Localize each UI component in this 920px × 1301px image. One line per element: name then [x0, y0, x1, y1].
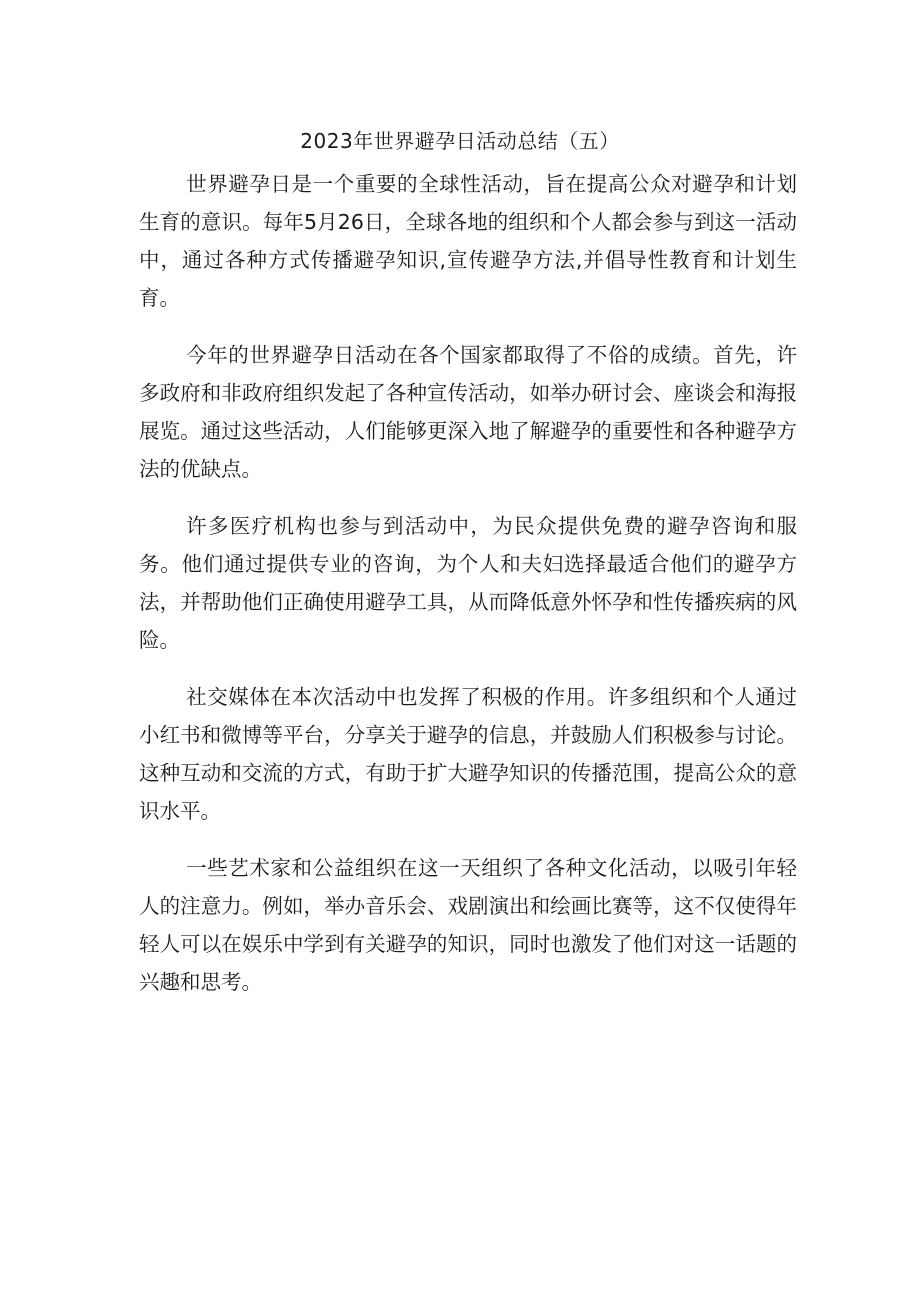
paragraph-5: 一些艺术家和公益组织在这一天组织了各种文化活动，以吸引年轻人的注意力。例如，举办音乐会、戏剧演出和绘画比赛等，这不仅使得年轻人可以在娱乐中学到有关避孕的知识，同时也激发了他们对这一话题的兴趣和思考。	[139, 856, 797, 994]
paragraph-1: 世界避孕日是一个重要的全球性活动，旨在提高公众对避孕和计划生育的意识。每年5月26日，全球各地的组织和个人都会参与到这一活动中，通过各种方式传播避孕知识,宣传避孕方法,并倡导性教育和计划生育。	[139, 172, 797, 310]
paragraph-3: 许多医疗机构也参与到活动中，为民众提供免费的避孕咨询和服务。他们通过提供专业的咨询，为个人和夫妇选择最适合他们的避孕方法，并帮助他们正确使用避孕工具，从而降低意外怀孕和性传播疾病的风险。	[139, 514, 797, 652]
document-body	[139, 165, 797, 1020]
paragraph-4: 社交媒体在本次活动中也发挥了积极的作用。许多组织和个人通过小红书和微博等平台，分享关于避孕的信息，并鼓励人们积极参与讨论。这种互动和交流的方式，有助于扩大避孕知识的传播范围，提高公众的意识水平。	[139, 685, 797, 823]
paragraph-2: 今年的世界避孕日活动在各个国家都取得了不俗的成绩。首先，许多政府和非政府组织发起了各种宣传活动，如举办研讨会、座谈会和海报展览。通过这些活动，人们能够更深入地了解避孕的重要性和各种避孕方法的优缺点。	[139, 343, 797, 481]
document-title: 2023年世界避孕日活动总结（五）	[300, 129, 620, 153]
